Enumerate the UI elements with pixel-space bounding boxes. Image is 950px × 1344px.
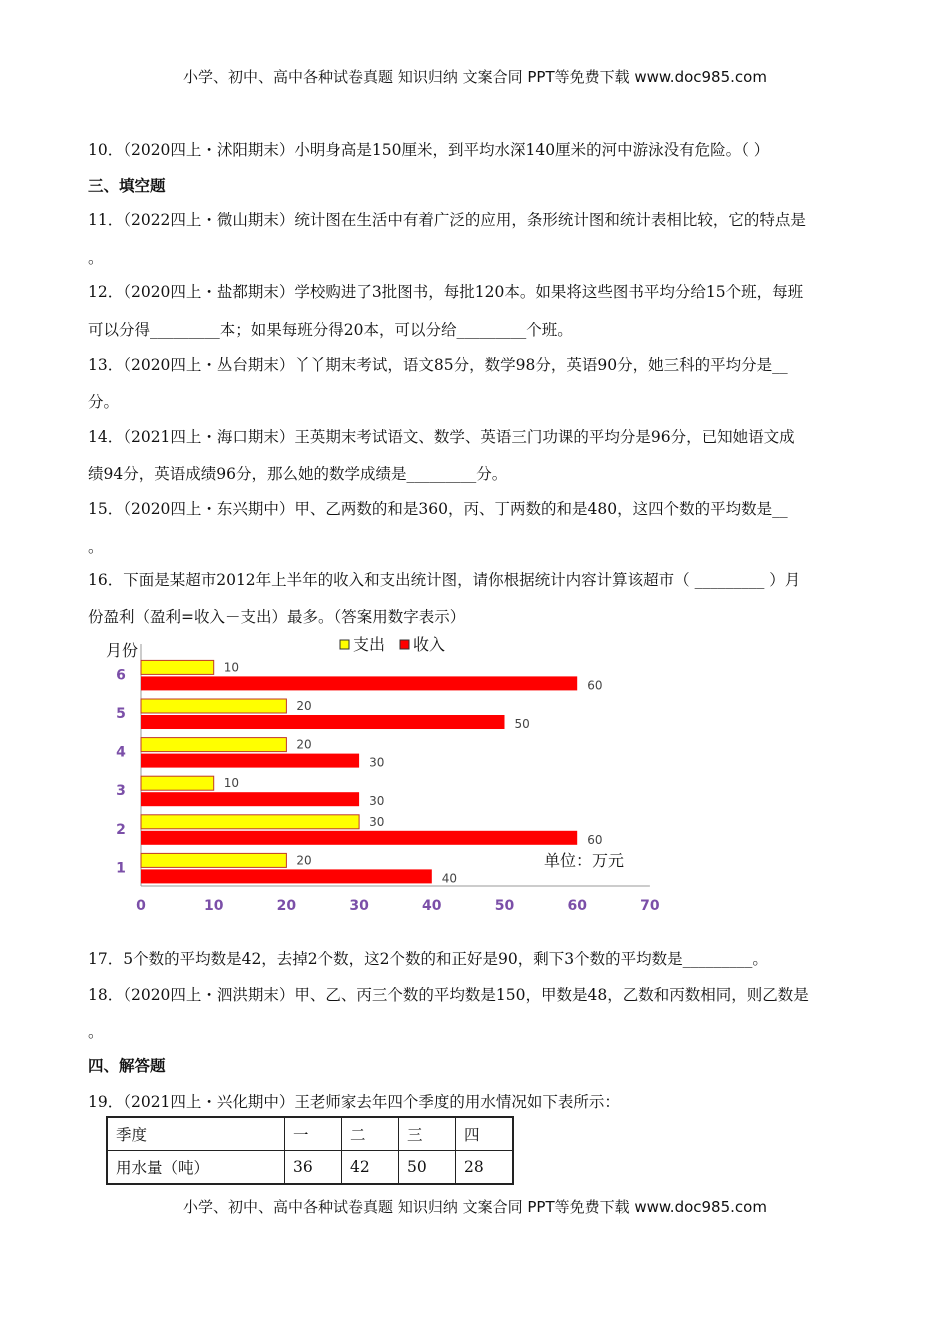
question-11-cont: 。: [88, 249, 104, 267]
question-14-cont: 绩94分，英语成绩96分，那么她的数学成绩是_________分。: [88, 465, 508, 483]
unit-label: 单位：万元: [544, 851, 625, 870]
question-18: 18．（2020四上・泗洪期末）甲、乙、丙三个数的平均数是150，甲数是48，乙数和丙数相同，则乙数是: [88, 986, 809, 1004]
y-tick-label: 6: [116, 667, 126, 684]
table-cell: 季度: [107, 1117, 285, 1151]
question-11: 11．（2022四上・微山期末）统计图在生活中有着广泛的应用，条形统计图和统计表相比较，它的特点是: [88, 211, 806, 229]
legend-swatch: [340, 640, 349, 649]
x-tick-label: 10: [203, 898, 224, 914]
question-16-cont: 份盈利（盈利=收入－支出）最多。（答案用数字表示）: [88, 608, 466, 626]
x-tick-label: 30: [349, 898, 369, 914]
bar-income: [141, 831, 577, 845]
data-label-expense: 20: [296, 699, 312, 713]
x-tick-label: 0: [136, 898, 146, 914]
bar-expense: [141, 776, 214, 790]
data-label-income: 60: [587, 678, 603, 693]
data-label-income: 30: [369, 755, 385, 770]
question-13-cont: 分。: [88, 393, 120, 411]
question-18-cont: 。: [88, 1023, 104, 1041]
question-12: 12．（2020四上・盐都期末）学校购进了3批图书，每批120本。如果将这些图书平均分给15个班，每班: [88, 283, 804, 301]
x-tick-label: 20: [276, 898, 297, 914]
bar-income: [141, 754, 359, 768]
y-tick-label: 4: [116, 744, 126, 761]
legend-swatch: [400, 640, 409, 649]
table-cell: 28: [456, 1151, 514, 1185]
table-cell: 36: [285, 1151, 342, 1185]
data-label-expense: 10: [223, 660, 239, 675]
bar-income: [141, 676, 577, 690]
y-tick-label: 2: [116, 821, 126, 838]
data-label-income: 60: [587, 832, 603, 847]
y-tick-label: 5: [116, 706, 126, 722]
page-header: 小学、初中、高中各种试卷真题 知识归纳 文案合同 PPT等免费下载 www.doc985.com: [183, 68, 767, 86]
question-19: 19．（2021四上・兴化期中）王老师家去年四个季度的用水情况如下表所示：: [88, 1093, 620, 1111]
bar-expense: [141, 815, 359, 829]
bar-expense: [141, 738, 286, 752]
table-row: [107, 1117, 513, 1151]
table-row: [107, 1151, 513, 1185]
legend-label: 收入: [413, 635, 446, 654]
bar-expense: [141, 699, 286, 713]
question-14: 14．（2021四上・海口期末）王英期末考试语文、数学、英语三门功课的平均分是96分，已知她语文成: [88, 428, 795, 446]
data-label-expense: 20: [296, 737, 312, 752]
table-cell: 用水量（吨）: [107, 1151, 285, 1185]
bar-expense: [141, 853, 286, 867]
bar-income: [141, 792, 359, 806]
question-15-cont: 。: [88, 538, 104, 556]
table-cell: 四: [456, 1117, 514, 1151]
data-label-income: 40: [441, 871, 458, 886]
y-tick-label: 3: [116, 783, 126, 800]
bar-income: [141, 869, 432, 883]
x-tick-label: 60: [567, 898, 587, 914]
table-cell: 42: [342, 1151, 399, 1185]
y-tick-label: 1: [116, 860, 126, 877]
data-label-expense: 20: [296, 853, 312, 868]
table-cell: 三: [399, 1117, 456, 1151]
y-axis-title: 月份: [106, 641, 139, 660]
data-label-expense: 10: [223, 776, 239, 791]
x-tick-label: 70: [640, 898, 660, 914]
table-cell: 二: [342, 1117, 399, 1151]
table-cell: 50: [399, 1151, 456, 1185]
section-answer-heading: 四、解答题: [88, 1057, 166, 1075]
bar-income: [141, 715, 505, 729]
question-16: 16．下面是某超市2012年上半年的收入和支出统计图，请你根据统计内容计算该超市（ _________ ）月: [88, 571, 801, 589]
question-10: 10．（2020四上・沭阳期末）小明身高是150厘米，到平均水深140厘米的河中游泳没有危险。（ ）: [88, 141, 770, 159]
question-13: 13．（2020四上・丛台期末）丫丫期末考试，语文85分，数学98分，英语90分，她三科的平均分是__: [88, 356, 788, 374]
data-label-income: 50: [514, 717, 530, 731]
question-17: 17．5个数的平均数是42，去掉2个数，这2个数的和正好是90，剩下3个数的平均数是_________。: [88, 950, 768, 968]
table-cell: 一: [285, 1117, 342, 1151]
question-15: 15．（2020四上・东兴期中）甲、乙两数的和是360，丙、丁两数的和是480，这四个数的平均数是__: [88, 500, 788, 518]
x-tick-label: 50: [494, 898, 515, 914]
data-label-income: 30: [369, 794, 385, 809]
data-label-expense: 30: [369, 814, 385, 829]
legend-label: 支出: [353, 635, 386, 654]
water-usage-table: [106, 1116, 514, 1185]
bar-expense: [141, 660, 214, 674]
income-expense-bar-chart: [88, 632, 678, 922]
page-footer: 小学、初中、高中各种试卷真题 知识归纳 文案合同 PPT等免费下载 www.doc985.com: [183, 1198, 767, 1216]
section-fill-blank-heading: 三、填空题: [88, 177, 166, 195]
x-tick-label: 40: [422, 898, 442, 914]
question-12-cont: 可以分得_________本；如果每班分得20本，可以分给_________个班。: [88, 321, 573, 339]
